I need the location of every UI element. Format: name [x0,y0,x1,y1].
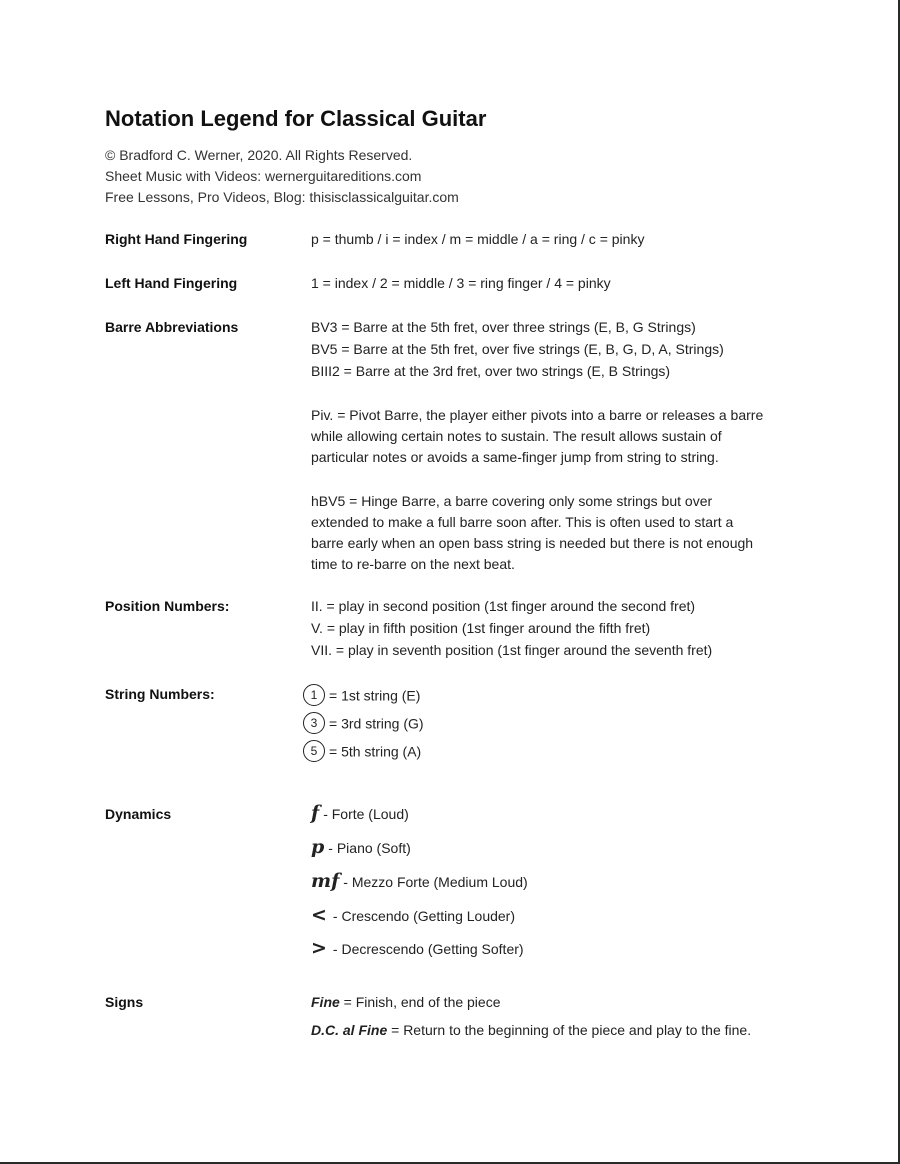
string-number-item [311,686,420,708]
position-label: Position Numbers: [105,598,230,614]
sign-text: = Finish, end of the piece [339,994,501,1010]
sign-item [311,994,501,1010]
dynamic-item [311,937,524,959]
position-line: II. = play in second position (1st finger around the second fret) [311,598,696,614]
dynamic-text: - Mezzo Forte (Medium Loud) [343,874,528,890]
dynamic-item [311,870,528,892]
left-hand-label: Left Hand Fingering [105,275,238,291]
dynamic-item [311,802,409,824]
dynamic-item [311,904,515,926]
string-numbers-label: String Numbers: [105,686,215,702]
dynamic-text: - Piano (Soft) [328,840,411,856]
string-number-text: = 1st string (E) [329,687,421,704]
sheet-music-line: Sheet Music with Videos: wernerguitareditions.com [105,168,422,184]
circled-number-icon: 3 [303,712,325,734]
barre-line: BV3 = Barre at the 5th fret, over three strings (E, B, G Strings) [311,319,696,335]
position-line: V. = play in fifth position (1st finger around the fifth fret) [311,620,651,636]
barre-label: Barre Abbreviations [105,319,239,335]
signs-label: Signs [105,994,144,1010]
barre-line: BIII2 = Barre at the 3rd fret, over two strings (E, B Strings) [311,363,671,379]
page-title: Notation Legend for Classical Guitar [105,106,487,131]
sign-term: D.C. al Fine [311,1022,388,1038]
hinge-barre-line: barre early when an open bass string is needed but there is not enough [311,535,754,551]
right-hand-label: Right Hand Fingering [105,231,248,247]
right-hand-text: p = thumb / i = index / m = middle / a = ring / c = pinky [311,231,645,247]
sign-item [311,1022,751,1038]
pivot-barre-line: Piv. = Pivot Barre, the player either pivots into a barre or releases a barre [311,407,764,423]
hinge-barre-line: extended to make a full barre soon after. This is often used to start a [311,514,734,530]
piano-symbol-icon: p [311,836,325,858]
barre-line: BV5 = Barre at the 5th fret, over five strings (E, B, G, D, A, Strings) [311,341,724,357]
dynamic-item [311,836,411,858]
position-line: VII. = play in seventh position (1st finger around the seventh fret) [311,642,713,658]
copyright-line: © Bradford C. Werner, 2020. All Rights Reserved. [105,147,413,163]
crescendo-icon: < [311,904,327,926]
string-number-item [311,742,421,764]
sign-text: = Return to the beginning of the piece and play to the fine. [387,1022,752,1038]
left-hand-text: 1 = index / 2 = middle / 3 = ring finger / 4 = pinky [311,275,611,291]
string-number-text: = 5th string (A) [329,743,422,760]
circled-number-icon: 1 [303,684,325,706]
sign-term: Fine [311,994,340,1010]
forte-symbol-icon: f [311,802,320,824]
dynamic-text: - Forte (Loud) [323,806,409,822]
dynamic-text: - Crescendo (Getting Louder) [332,908,516,924]
circled-number-icon: 5 [303,740,325,762]
mezzo-forte-symbol-icon: mf [311,870,340,892]
string-number-item [311,714,424,736]
string-number-text: = 3rd string (G) [329,715,424,732]
decrescendo-icon: > [311,937,327,959]
dynamics-label: Dynamics [105,806,172,822]
pivot-barre-line: particular notes or avoids a same-finger jump from string to string. [311,449,719,465]
lessons-line: Free Lessons, Pro Videos, Blog: thisisclassicalguitar.com [105,189,459,205]
pivot-barre-line: while allowing certain notes to sustain. The result allows sustain of [311,428,722,444]
hinge-barre-line: hBV5 = Hinge Barre, a barre covering only some strings but over [311,493,713,509]
dynamic-text: - Decrescendo (Getting Softer) [332,941,524,957]
hinge-barre-line: time to re-barre on the next beat. [311,556,515,572]
